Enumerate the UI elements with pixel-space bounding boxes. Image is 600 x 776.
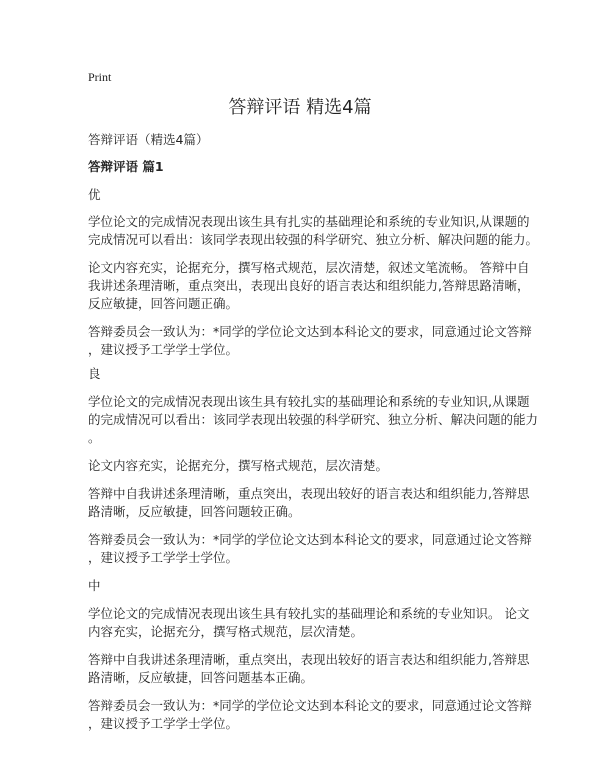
text-line: 答辩中自我讲述条理清晰，重点突出，表现出较好的语言表达和组织能力,答辩思 <box>88 652 530 667</box>
text-line: 答辩中自我讲述条理清晰，重点突出，表现出较好的语言表达和组织能力,答辩思 <box>88 486 530 501</box>
text-line: 路清晰，反应敏捷，回答问题基本正确。 <box>88 670 314 685</box>
text-line: 学位论文的完成情况表现出该生具有扎实的基础理论和系统的专业知识,从课题的 <box>88 214 530 229</box>
page-title: 答辩评语 精选4篇 <box>228 97 372 118</box>
text-line: 。 <box>88 430 101 445</box>
paragraph <box>88 213 538 249</box>
paragraph <box>88 485 529 521</box>
subtitle: 答辩评语（精选4篇） <box>88 132 209 147</box>
grade-heading-excellent: 优 <box>88 187 101 202</box>
print-link[interactable]: Print <box>88 70 112 84</box>
text-line: 论文内容充实，论据充分，撰写格式规范，层次清楚，叙述文笔流畅。 答辩中自 <box>88 260 530 275</box>
text-line: 论文内容充实，论据充分，撰写格式规范，层次清楚。 <box>88 458 389 473</box>
paragraph <box>88 651 529 687</box>
paragraph <box>88 393 538 447</box>
text-line: 反应敏捷，回答问题正确。 <box>88 296 239 311</box>
paragraph <box>88 323 532 359</box>
grade-heading-average: 中 <box>88 578 101 593</box>
text-line: 学位论文的完成情况表现出该生具有较扎实的基础理论和系统的专业知识。 论文 <box>88 606 530 621</box>
grade-heading-good: 良 <box>88 366 101 381</box>
text-line: 答辩委员会一致认为：*同学的学位论文达到本科论文的要求，同意通过论文答辩 <box>88 698 532 713</box>
paragraph <box>88 531 532 567</box>
paragraph <box>88 697 532 733</box>
paragraph <box>88 605 529 641</box>
paragraph <box>88 457 388 475</box>
section-heading: 答辩评语 篇1 <box>88 159 164 174</box>
text-line: ，建议授予工学学士学位。 <box>88 550 239 565</box>
text-line: 内容充实，论据充分，撰写格式规范，层次清楚。 <box>88 624 364 639</box>
text-line: ，建议授予工学学士学位。 <box>88 716 239 731</box>
text-line: 学位论文的完成情况表现出该生具有较扎实的基础理论和系统的专业知识,从课题 <box>88 394 530 409</box>
text-line: 的完成情况可以看出：该同学表现出较强的科学研究、独立分析、解决问题的能力 <box>88 412 539 427</box>
text-line: 答辩委员会一致认为：*同学的学位论文达到本科论文的要求，同意通过论文答辩 <box>88 324 532 339</box>
text-line: ，建议授予工学学士学位。 <box>88 342 239 357</box>
text-line: 路清晰，反应敏捷，回答问题较正确。 <box>88 504 301 519</box>
paragraph <box>88 259 529 313</box>
text-line: 答辩委员会一致认为：*同学的学位论文达到本科论文的要求，同意通过论文答辩 <box>88 532 532 547</box>
text-line: 我讲述条理清晰，重点突出，表现出良好的语言表达和组织能力,答辩思路清晰， <box>88 278 530 293</box>
text-line: 完成情况可以看出：该同学表现出较强的科学研究、独立分析、解决问题的能力。 <box>88 232 539 247</box>
